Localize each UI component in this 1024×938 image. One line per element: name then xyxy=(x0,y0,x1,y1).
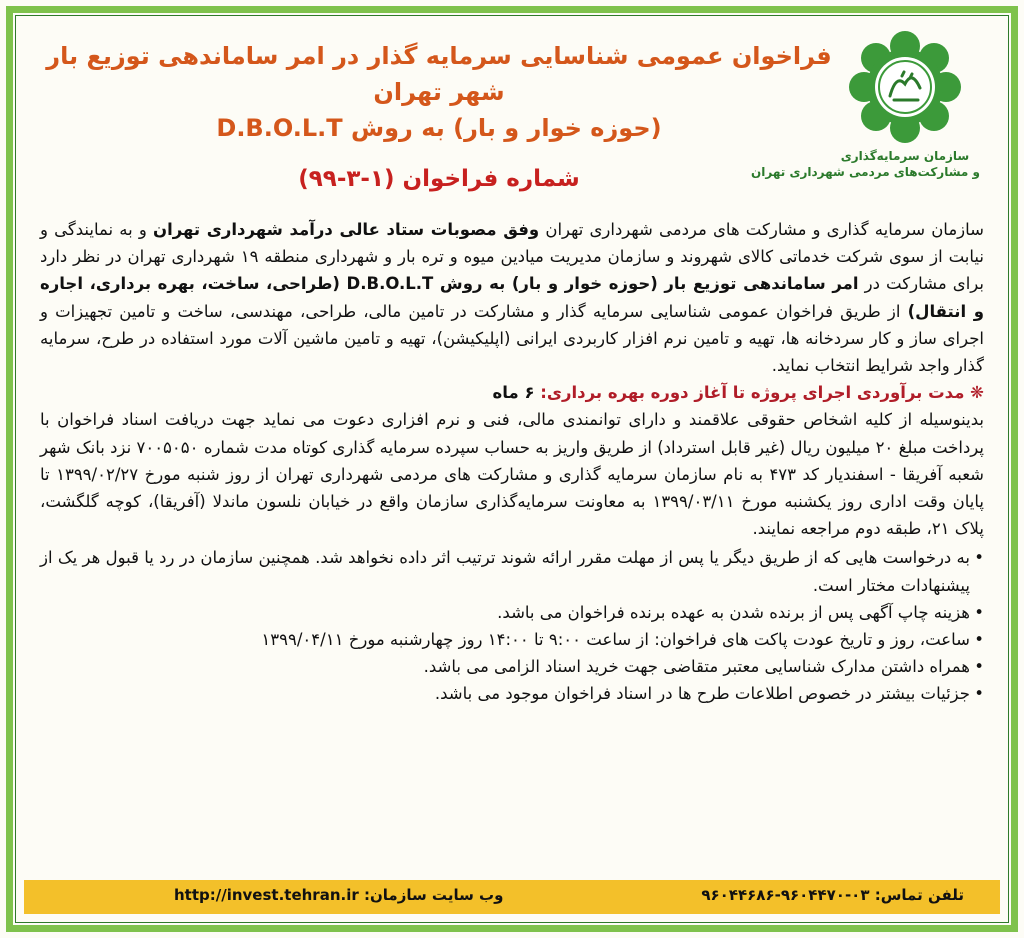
contact-footer xyxy=(24,880,1000,914)
list-item: • به درخواست هایی که از طریق دیگر یا پس از مهلت مقرر ارائه شوند ترتیب اثر داده نخواهد شد. همچنین سازمان در رد یا قبول هر یک از پیشنهادات مختار است. xyxy=(40,544,984,598)
organization-logo xyxy=(751,26,980,212)
list-item: • همراه داشتن مدارک شناسایی معتبر متقاضی جهت خرید اسناد الزامی می باشد. xyxy=(40,653,984,680)
tehran-municipality-emblem-icon xyxy=(844,26,966,148)
duration-value: ۶ ماه xyxy=(492,383,541,403)
intro-text-bold-method: امر ساماندهی توزیع بار (حوزه خوار و بار) به روش D.B.O.L.T (طراحی، ساخت، بهره برداری، اجاره و انتقال) xyxy=(40,274,984,321)
intro-paragraph xyxy=(40,216,984,379)
logo-org-line-2: و مشارکت‌های مردمی شهرداری تهران xyxy=(751,165,980,179)
intro-text-a: سازمان سرمایه گذاری و مشارکت های مردمی شهرداری تهران xyxy=(539,220,984,239)
logo-org-line-1: سازمان سرمایه‌گذاری xyxy=(840,149,970,163)
intro-text-e: از طریق فراخوان عمومی شناسایی سرمایه گذار و مشارکت در تامین مالی، طراحی، مهندسی، ساخت و تامین تجهیزات و اجرای ساز و کار سردخانه ها، تهیه و تامین نرم افزار کاربردی ایرانی (اپلیکیشن)، تهیه و تامین ماشین آلات مورد استفاده در طرح، سرمایه گذار واجد شرایط انتخاب نماید. xyxy=(40,301,984,376)
list-item: • جزئیات بیشتر در خصوص اطلاعات طرح ها در اسناد فراخوان موجود می باشد. xyxy=(40,680,984,707)
list-item: • هزینه چاپ آگهی پس از برنده شدن به عهده برنده فراخوان می باشد. xyxy=(40,599,984,626)
duration-line xyxy=(40,379,984,406)
contact-phone: تلفن تماس: ۰۳-۹۶۰۴۴۷۰-۹۶۰۴۴۶۸۶ xyxy=(701,886,964,904)
call-number: شماره فراخوان (۱-۳-۹۹) xyxy=(298,166,580,192)
duration-label: ❋ مدت برآوردی اجرای پروژه تا آغاز دوره بهره برداری: xyxy=(540,383,984,403)
title-line-1: فراخوان عمومی شناسایی سرمایه گذار در امر ساماندهی توزیع بار شهر تهران xyxy=(46,42,832,106)
intro-text-c: و به نمایندگی و نیابت از سوی شرکت خدماتی کالای شهروند و سازمان مدیریت میادین میوه و تره بار و شهرداری منطقه ۱۹ شهرداری تهران در نظر دارد برای مشارکت در xyxy=(40,220,984,294)
website-link[interactable]: وب سایت سازمان: http://invest.tehran.ir xyxy=(174,886,504,904)
title-line-2: (حوزه خوار و بار) به روش D.B.O.L.T xyxy=(216,114,662,142)
invitation-paragraph: بدینوسیله از کلیه اشخاص حقوقی علاقمند و دارای توانمندی مالی، فنی و نرم افزاری دعوت می نماید جهت دریافت اسناد فراخوان با پرداخت مبلغ ۲۰ میلیون ریال (غیر قابل استرداد) از طریق واریز به حساب سپرده سرمایه گذاری کوتاه مدت شماره ۷۰۰۵۰۵۰ نزد بانک شهر شعبه آفریقا - اسفندیار کد ۴۷۳ به نام سازمان سرمایه گذاری و مشارکت های مردمی شهرداری تهران از روز شنبه مورخ ۱۳۹۹/۰۲/۲۷ تا پایان وقت اداری روز یکشنبه مورخ ۱۳۹۹/۰۳/۱۱ به معاونت سرمایه‌گذاری سازمان واقع در خیابان نلسون ماندلا (آفریقا)، کوچه گلگشت، پلاک ۲۱، طبقه دوم مراجعه نمایند. xyxy=(40,410,984,539)
conditions-list xyxy=(40,544,984,707)
header xyxy=(24,24,1000,214)
announcement-body xyxy=(40,216,984,708)
title-block xyxy=(44,38,834,196)
list-item: • ساعت، روز و تاریخ عودت پاکت های فراخوان: از ساعت ۹:۰۰ تا ۱۴:۰۰ روز چهارشنبه مورخ ۱۳۹۹/۰۴/۱۱ xyxy=(40,626,984,653)
intro-text-bold-approval: وفق مصوبات ستاد عالی درآمد شهرداری تهران xyxy=(152,220,540,239)
